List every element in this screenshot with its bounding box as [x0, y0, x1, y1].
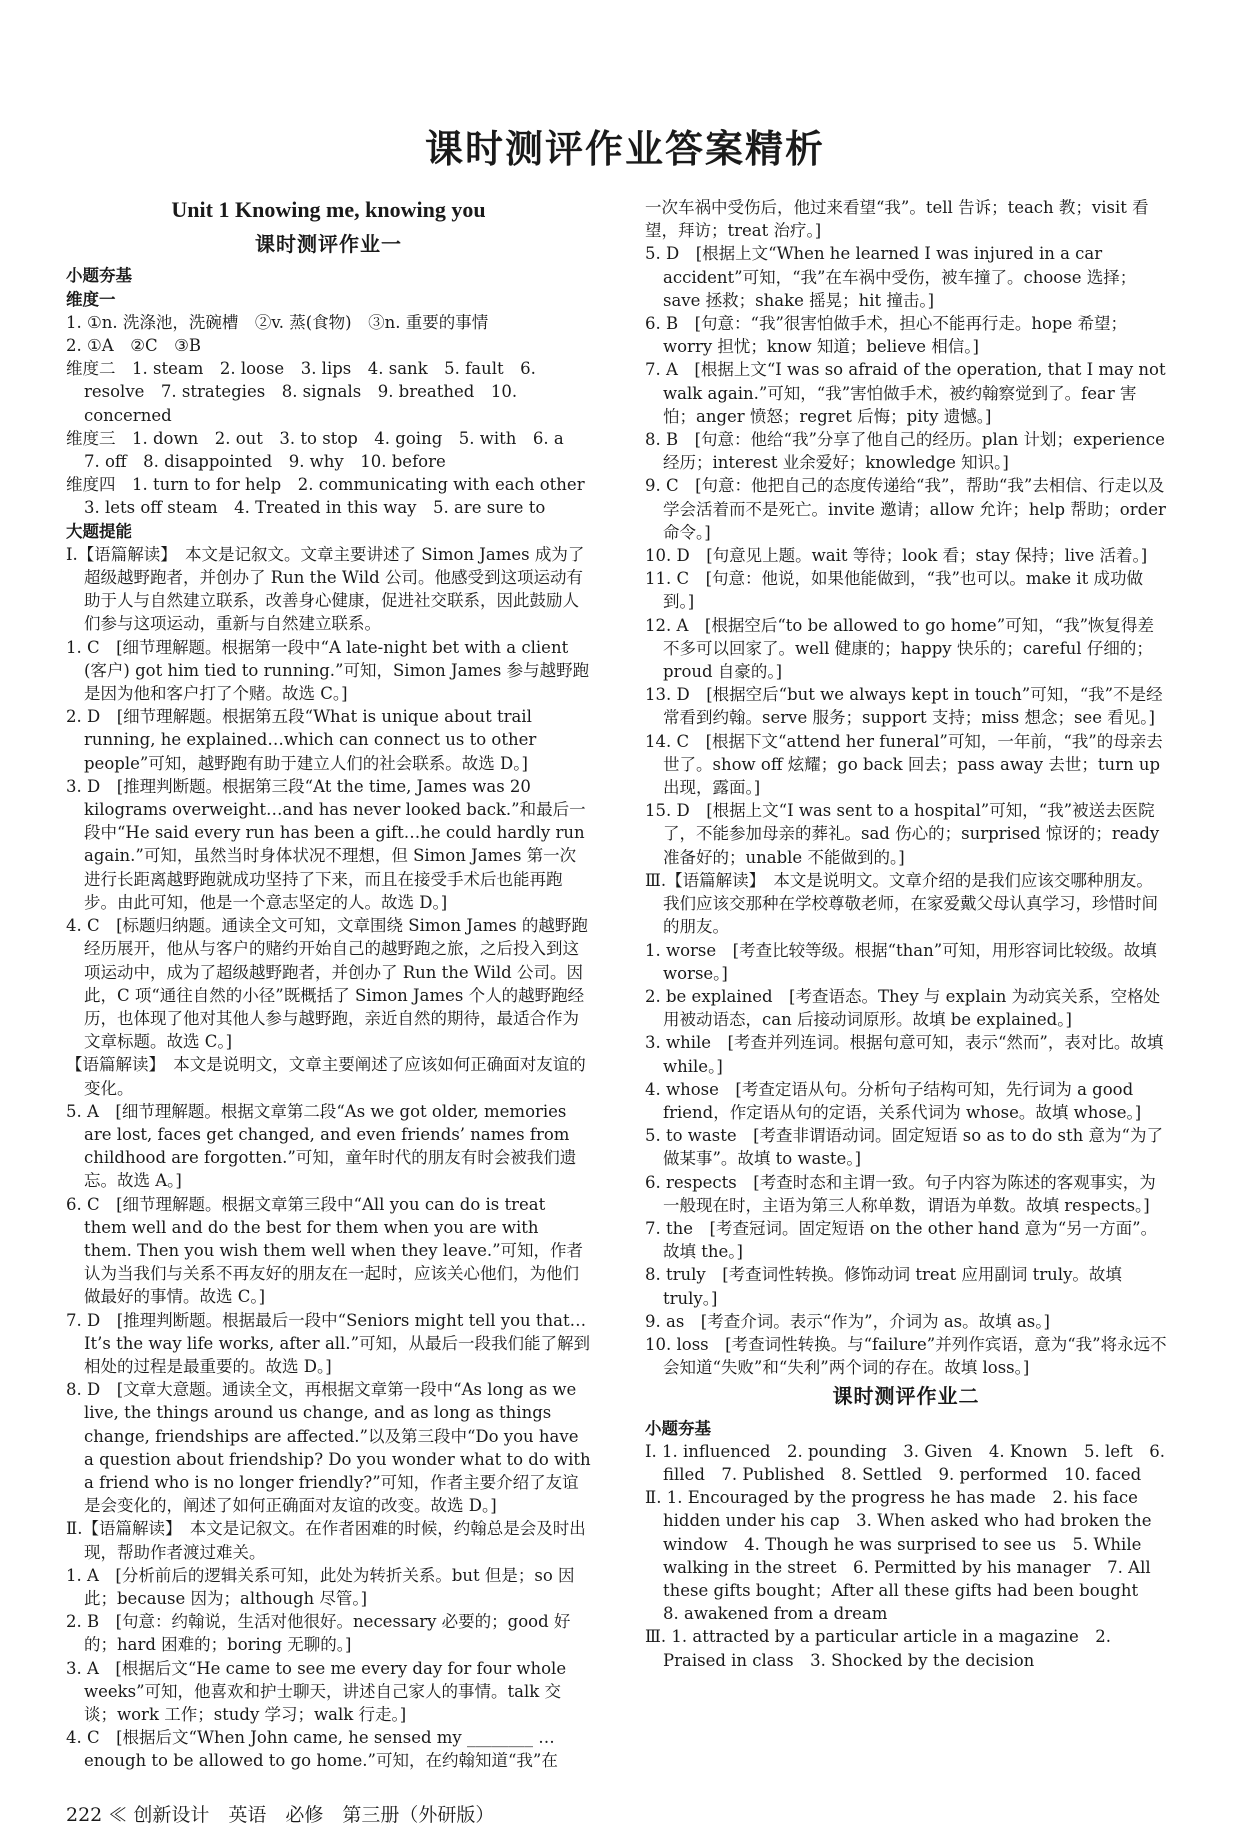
section-heading: 小题夯基 — [645, 1418, 711, 1438]
page-footer: 222 ≪ 创新设计 英语 必修 第三册（外研版） — [66, 1804, 495, 1826]
section-title: 课时测评作业一 — [255, 232, 402, 257]
section-heading: 大题提能 — [66, 521, 132, 541]
answer-item: 4. C [标题归纳题。通读全文可知，文章围绕 Simon James 的越野跑经历展开，他从与客户的赌约开始自己的越野跑之旅，之后投入到这项运动中，成为了超级越野跑者，并创办了 Run the Wild 公司。因此，C 项“通往自然的小径”既概括了 Simon James 个人的越野跑经历，也体现了他对其他人参与越野跑，亲近自然的期待，最适合作为文章标题。故选 C。] — [66, 916, 588, 1052]
answer-item: 维度二 1. steam 2. loose 3. lips 4. sank 5. fault 6. resolve 7. strategies 8. signals 9. breathed 10. concerned — [66, 359, 536, 425]
answer-item: 维度四 1. turn to for help 2. communicating with each other 3. lets off steam 4. Treated in this way 5. are sure to — [66, 475, 602, 518]
answer-item: 维度三 1. down 2. out 3. to stop 4. going 5. with 6. a 7. off 8. disappointed 9. why 10. before — [66, 428, 581, 472]
section-title: 课时测评作业二 — [832, 1384, 980, 1409]
answer-item: 10. loss [考查词性转换。与“failure”并列作宾语，意为“我”将永远不会知道“失败”和“失利”两个词的存在。故填 loss。] — [645, 1334, 1167, 1378]
answer-item: Ⅰ. 1. influenced 2. pounding 3. Given 4. Known 5. left 6. filled 7. Published 8. Settled 9. performed 10. faced — [645, 1441, 1166, 1484]
answer-item: 【语篇解读】 本文是说明文，文章主要阐述了应该如何正确面对友谊的变化。 — [66, 1055, 586, 1098]
answer-item: 9. C [句意：他把自己的态度传递给“我”，帮助“我”去相信、行走以及学会活着而不是死亡。invite 邀请；allow 允许；help 帮助；order 命令。] — [645, 476, 1166, 542]
answer-item: 8. truly [考查词性转换。修饰动词 treat 应用副词 truly。故填 truly。] — [645, 1265, 1122, 1308]
answer-item: 3. while [考查并列连词。根据句意可知，表示“然而”，表对比。故填 while。] — [645, 1033, 1164, 1076]
answer-item: 1. worse [考查比较等级。根据“than”可知，用形容词比较级。故填 worse。] — [645, 940, 1157, 983]
answer-item: 11. C [句意：他说，如果他能做到，“我”也可以。make it 成功做到。] — [645, 569, 1144, 612]
answer-item: 5. to waste [考查非谓语动词。固定短语 so as to do sth 意为“为了做某事”。故填 to waste。] — [645, 1126, 1163, 1169]
page-title: 课时测评作业答案精析 — [424, 126, 825, 171]
answer-item: 14. C [根据下文“attend her funeral”可知，一年前，“我”的母亲去世了。show off 炫耀；go back 回去；pass away 去世；turn up 出现，露面。] — [645, 731, 1163, 798]
continued-text: 一次车祸中受伤后，他过来看望“我”。tell 告诉；teach 教；visit 看望，拜访；treat 治疗。] — [645, 198, 1149, 241]
answer-item: Ⅲ.【语篇解读】 本文是说明文。文章介绍的是我们应该交哪种朋友。我们应该交那种在学校尊敬老师，在家爱戴父母认真学习，珍惜时间的朋友。 — [645, 870, 1158, 937]
answer-item: 7. A [根据上文“I was so afraid of the operation, that I may not walk again.”可知，“我”害怕做手术，被约翰察觉到了。fear 害怕；anger 愤怒；regret 后悔；pity 遗憾。] — [645, 360, 1166, 426]
answer-item: 4. whose [考查定语从句。分析句子结构可知，先行词为 a good friend，作定语从句的定语，关系代词为 whose。故填 whose。] — [645, 1079, 1142, 1122]
section-heading: 小题夯基 — [66, 266, 132, 286]
left-column — [66, 197, 602, 1773]
answer-item: 15. D [根据上文“I was sent to a hospital”可知，“我”被送去医院了，不能参加母亲的葬礼。sad 伤心的；surprised 惊讶的；ready 准备好的；unable 不能做到的。] — [645, 801, 1160, 867]
answer-item: 8. B [句意：他给“我”分享了他自己的经历。plan 计划；experience 经历；interest 业余爱好；knowledge 知识。] — [645, 430, 1165, 473]
answer-item: 8. D [文章大意题。通读全文，再根据文章第一段中“As long as we live, the things around us change, and as long as things change, friendships are affected.”以及第三段中“Do you have a question about friendship? Do you wonder what to do with a friend who is no longer friendly?”可知，作者主要介绍了友谊是会变化的，阐述了如何正确面对友谊的改变。故选 D。] — [66, 1380, 591, 1516]
answer-item: 5. A [细节理解题。根据文章第二段“As we got older, memories are lost, faces get changed, and even friends’ names from childhood are forgotten.”可知，童年时代的朋友有时会被我们遗忘。故选 A。] — [66, 1101, 577, 1191]
answer-item: 2. ①A ②C ③B — [66, 336, 202, 356]
answer-item: Ⅲ. 1. attracted by a particular article in a magazine 2. Praised in class 3. Shocked by the decision — [645, 1627, 1112, 1670]
answer-item: 4. C [根据后文“When John came, he sensed my ________ … enough to be allowed to go home.”可知，在约翰知道“我”在 — [66, 1728, 558, 1771]
unit-title: Unit 1 Knowing me, knowing you — [171, 197, 486, 222]
answer-item: 6. C [细节理解题。根据文章第三段中“All you can do is treat them well and do the best for them when you are with them. Then you wish them well when they leave.”可知，作者认为当我们与关系不再友好的朋友在一起时，应该关心他们，为他们做最好的事情。故选 C。] — [66, 1194, 584, 1307]
answer-item: Ⅱ.【语篇解读】 本文是记叙文。在作者困难的时候，约翰总是会及时出现，帮助作者渡过难关。 — [66, 1519, 586, 1562]
answer-item: 13. D [根据空后“but we always kept in touch”可知，“我”不是经常看到约翰。serve 服务；support 支持；miss 想念；see 看见。] — [645, 685, 1163, 728]
answer-item: 2. B [句意：约翰说，生活对他很好。necessary 必要的；good 好的；hard 困难的；boring 无聊的。] — [66, 1612, 571, 1655]
answer-item: 5. D [根据上文“When he learned I was injured in a car accident”可知，“我”在车祸中受伤，被车撞了。choose 选择；save 拯救；shake 摇晃；hit 撞击。] — [645, 244, 1137, 310]
answer-item: 12. A [根据空后“to be allowed to go home”可知，“我”恢复得差不多可以回家了。well 健康的；happy 快乐的；careful 仔细的；proud 自豪的。] — [645, 615, 1155, 682]
answer-item: 1. A [分析前后的逻辑关系可知，此处为转折关系。but 但是；so 因此；because 因为；although 尽管。] — [66, 1565, 575, 1608]
answer-item: 2. be explained [考查语态。They 与 explain 为动宾关系，空格处用被动语态，can 后接动词原形。故填 be explained。] — [645, 986, 1161, 1030]
answer-item: Ⅰ.【语篇解读】 本文是记叙文。文章主要讲述了 Simon James 成为了超级越野跑者，并创办了 Run the Wild 公司。他感受到这项运动有助于人与自然建立联系，改善身心健康，促进社交联系，因此鼓励人们参与这项运动，重新与自然建立联系。 — [66, 544, 585, 634]
answer-item: 3. A [根据后文“He came to see me every day for four whole weeks”可知，他喜欢和护士聊天，讲述自己家人的事情。talk 交谈；work 工作；study 学习；walk 行走。] — [66, 1658, 567, 1724]
answer-item: 7. D [推理判断题。根据最后一段中“Seniors might tell you that…It’s the way life works, after all.”可知，从最后一段我们能了解到相处的过程是最重要的。故选 D。] — [66, 1310, 591, 1376]
answer-item: 9. as [考查介词。表示“作为”，介词为 as。故填 as。] — [645, 1311, 1050, 1331]
answer-item: 6. respects [考查时态和主谓一致。句子内容为陈述的客观事实，为一般现在时，主语为第三人称单数，谓语为单数。故填 respects。] — [645, 1172, 1156, 1215]
answer-item: 6. B [句意：“我”很害怕做手术，担心不能再行走。hope 希望；worry 担忧；know 知道；believe 相信。] — [645, 314, 1128, 357]
right-column — [645, 196, 1167, 1672]
answer-item: 1. C [细节理解题。根据第一段中“A late-night bet with a client (客户) got him tied to running.”可知，Simon James 参与越野跑是因为他和客户打了个赌。故选 C。] — [66, 637, 590, 704]
section-heading: 维度一 — [66, 289, 116, 309]
answer-item: 3. D [推理判断题。根据第三段“At the time, James was 20 kilograms overweight…and has never looked back.”和最后一段中“He said every run has been a gift…he could hardly run again.”可知，虽然当时身体状况不理想，但 Simon James 第一次进行长距离越野跑就成功坚持了下来，而且在接受手术后也能再跑步。由此可知，他是一个意志坚定的人。故选 D。] — [66, 776, 586, 912]
answer-item: 1. ①n. 洗涤池，洗碗槽 ②v. 蒸(食物) ③n. 重要的事情 — [66, 312, 489, 332]
answer-item: 10. D [句意见上题。wait 等待；look 看；stay 保持；live 活着。] — [645, 546, 1148, 566]
answer-item: 7. the [考查冠词。固定短语 on the other hand 意为“另一方面”。故填 the。] — [645, 1218, 1158, 1262]
answer-item: Ⅱ. 1. Encouraged by the progress he has made 2. his face hidden under his cap 3. When asked who had broken the window 4. Though he was surprised to see us 5. While walking in the street 6. Permitted by his manager 7. All these gifts bought；After all these gifts had been bought 8. awakened from a dream — [645, 1488, 1155, 1624]
answer-item: 2. D [细节理解题。根据第五段“What is unique about trail running, he explained…which can connect us to other people”可知，越野跑有助于建立人们的社会联系。故选 D。] — [66, 707, 537, 773]
